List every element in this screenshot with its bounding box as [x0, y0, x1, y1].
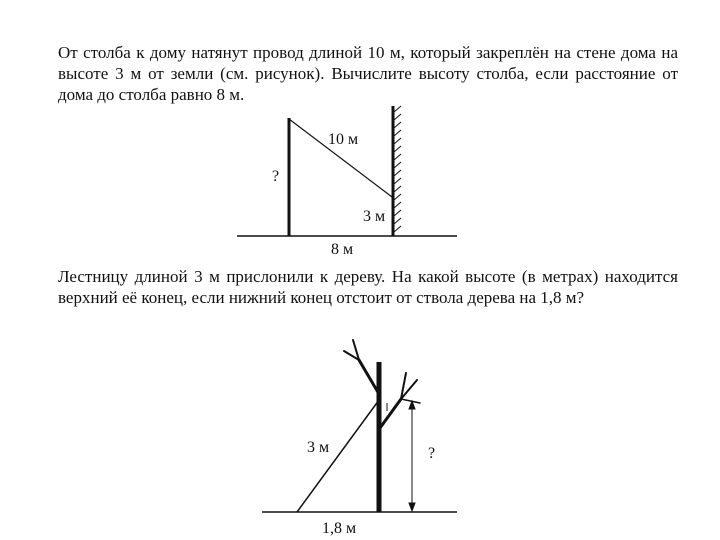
- ladder-length-label: 3 м: [307, 439, 330, 456]
- distance-label: 8 м: [331, 241, 354, 258]
- problem-2-text: Лестницу длиной 3 м прислонили к дереву. На какой высоте (в метрах) находится верхний её конец, если нижний конец отстоит от ствола дерева на 1,8 м?: [58, 267, 678, 307]
- attach-height-label: 3 м: [363, 208, 386, 225]
- ladder: [297, 400, 379, 512]
- wire-length-label: 10 м: [328, 131, 359, 148]
- tree-branches: [344, 340, 420, 428]
- height-arrow: [409, 401, 415, 511]
- problem-1-text: От столба к дому натянут провод длиной 10 м, который закреплён на стене дома на высоте 3 м от земли (см. рисунок). Вычислите высоту столба, если расстояние от дома до столба равно 8 м.: [58, 43, 678, 104]
- height-label: ?: [428, 445, 436, 462]
- pole-height-label: ?: [272, 168, 280, 185]
- distance-label: 1,8 м: [322, 520, 357, 537]
